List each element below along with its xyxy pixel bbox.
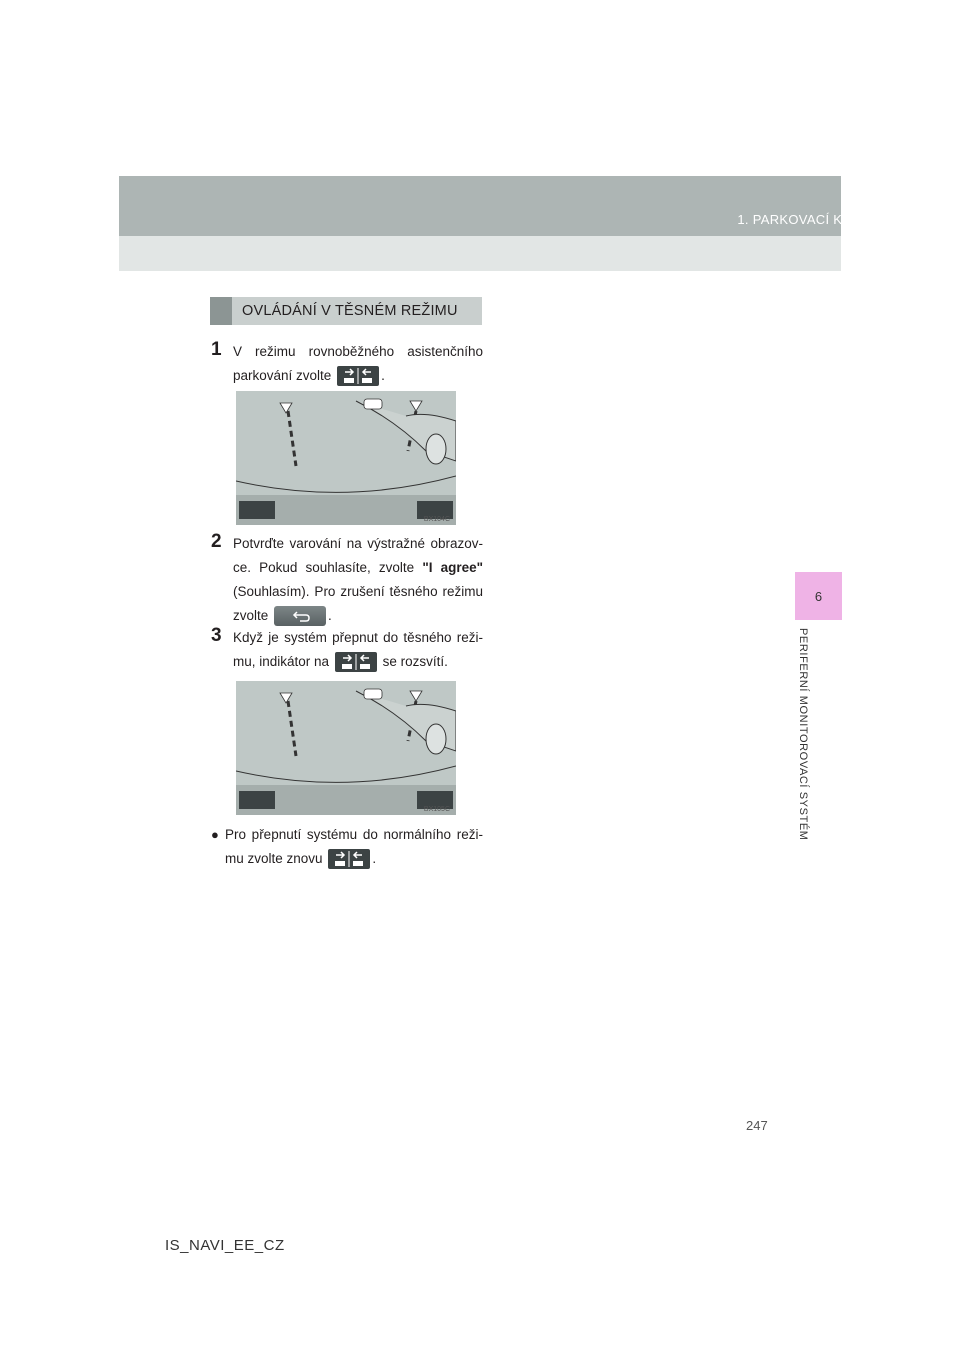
step-1 [211, 340, 483, 388]
parallel-park-icon[interactable] [335, 652, 377, 672]
header-band [119, 176, 841, 236]
running-header: 1. PARKOVACÍ KAMERA [737, 212, 890, 227]
step-text-part: (Souhlasím). Pro zrušení těsného režimu zvolte [233, 584, 483, 623]
parallel-park-icon[interactable] [337, 366, 379, 386]
figure-code: BX105C [423, 806, 450, 813]
camera-screen-figure-1 [236, 391, 456, 525]
section-heading-text: OVLÁDÁNÍ V TĚSNÉM REŽIMU [242, 303, 458, 319]
step-text [233, 532, 483, 628]
parallel-park-icon[interactable] [239, 501, 275, 519]
back-button[interactable] [274, 606, 326, 626]
step-2 [211, 532, 483, 628]
bullet-text [225, 823, 483, 871]
document-code: IS_NAVI_EE_CZ [165, 1237, 285, 1254]
chapter-number: 6 [814, 588, 823, 604]
chapter-title-vertical: PERIFERNÍ MONITOROVACÍ SYSTÉM [797, 628, 809, 841]
bullet-note [211, 823, 483, 871]
parallel-park-icon[interactable] [239, 791, 275, 809]
step-number: 1 [211, 339, 222, 360]
parallel-park-icon[interactable] [328, 849, 370, 869]
section-heading [210, 297, 482, 325]
header-subband [119, 236, 841, 271]
step-number: 2 [211, 531, 222, 552]
step-text-part: Potvrďte varování na výstražné obrazov-ce. Pokud souhlasíte, zvolte [233, 536, 483, 575]
bullet-text-part: Pro přepnutí systému do normálního reži-mu zvolte znovu [225, 827, 483, 866]
i-agree-label: "I agree" [422, 560, 483, 575]
bullet-dot: ● [211, 827, 219, 842]
step-text-part: . [381, 368, 385, 383]
page-number: 247 [746, 1118, 768, 1133]
step-text-part: . [328, 608, 332, 623]
section-marker [210, 297, 232, 325]
step-number: 3 [211, 625, 222, 646]
camera-screen-figure-2 [236, 681, 456, 815]
bullet-text-part: . [372, 851, 377, 866]
step-3 [211, 626, 483, 674]
step-text [233, 626, 483, 674]
chapter-tab [795, 572, 842, 620]
step-text [233, 340, 483, 388]
step-text-part: Když je systém přepnut do těsného reži-mu, indikátor na [233, 630, 483, 669]
figure-code: BX104C [423, 516, 450, 523]
step-text-part: se rozsvítí. [382, 654, 448, 669]
step-text-part: V režimu rovnoběžného asistenčního parkování zvolte [233, 344, 483, 383]
